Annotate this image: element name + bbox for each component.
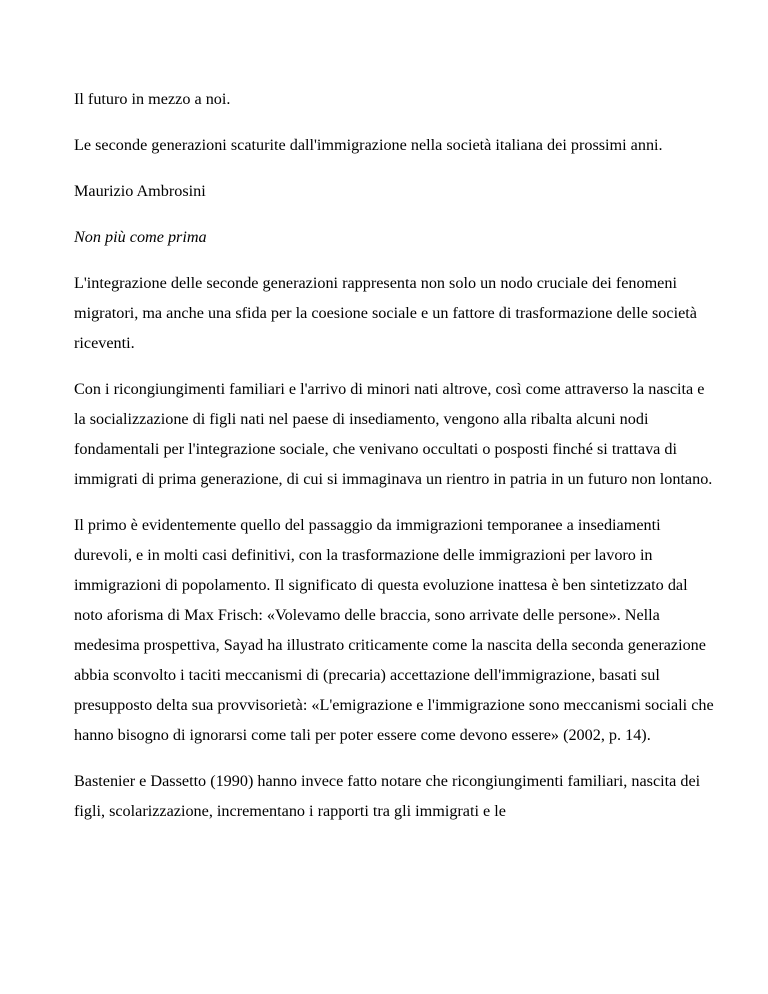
document-author: Maurizio Ambrosini [74,182,206,200]
paragraph-4: Bastenier e Dassetto (1990) hanno invece fatto notare che ricongiungimenti familiari, nascita dei figli, scolarizzazione, incrementano i rapporti tra gli immigrati e le [74,772,701,820]
paragraph-2: Con i ricongiungimenti familiari e l'arrivo di minori nati altrove, così come attraverso la nascita e la socializzazione di figli nati nel paese di insediamento, vengono alla ribalta alcuni nodi fondamentali per l'integrazione sociale, che venivano occultati o posposti finché si trattava di immigrati di prima generazione, di cui si immaginava un rientro in patria in un futuro non lontano. [74,380,713,488]
section-heading: Non più come prima [74,228,207,246]
paragraph-1: L'integrazione delle seconde generazioni rappresenta non solo un nodo cruciale dei fenomeni migratori, ma anche una sfida per la coesione sociale e un fattore di trasformazione delle società riceventi. [74,274,697,352]
document-page [74,84,714,842]
paragraph-3: Il primo è evidentemente quello del passaggio da immigrazioni temporanee a insediamenti durevoli, e in molti casi definitivi, con la trasformazione delle immigrazioni per lavoro in immigrazioni di popolamento. Il significato di questa evoluzione inattesa è ben sintetizzato dal noto aforisma di Max Frisch: «Volevamo delle braccia, sono arrivate delle persone». Nella medesima prospettiva, Sayad ha illustrato criticamente come la nascita della seconda generazione abbia sconvolto i taciti meccanismi di (precaria) accettazione dell'immigrazione, basati sul presupposto delta sua provvisorietà: «L'emigrazione e l'immigrazione sono meccanismi sociali che hanno bisogno di ignorarsi come tali per poter essere come devono essere» (2002, p. 14). [74,516,714,744]
document-title: Il futuro in mezzo a noi. [74,90,231,108]
document-subtitle: Le seconde generazioni scaturite dall'immigrazione nella società italiana dei prossimi anni. [74,136,663,154]
